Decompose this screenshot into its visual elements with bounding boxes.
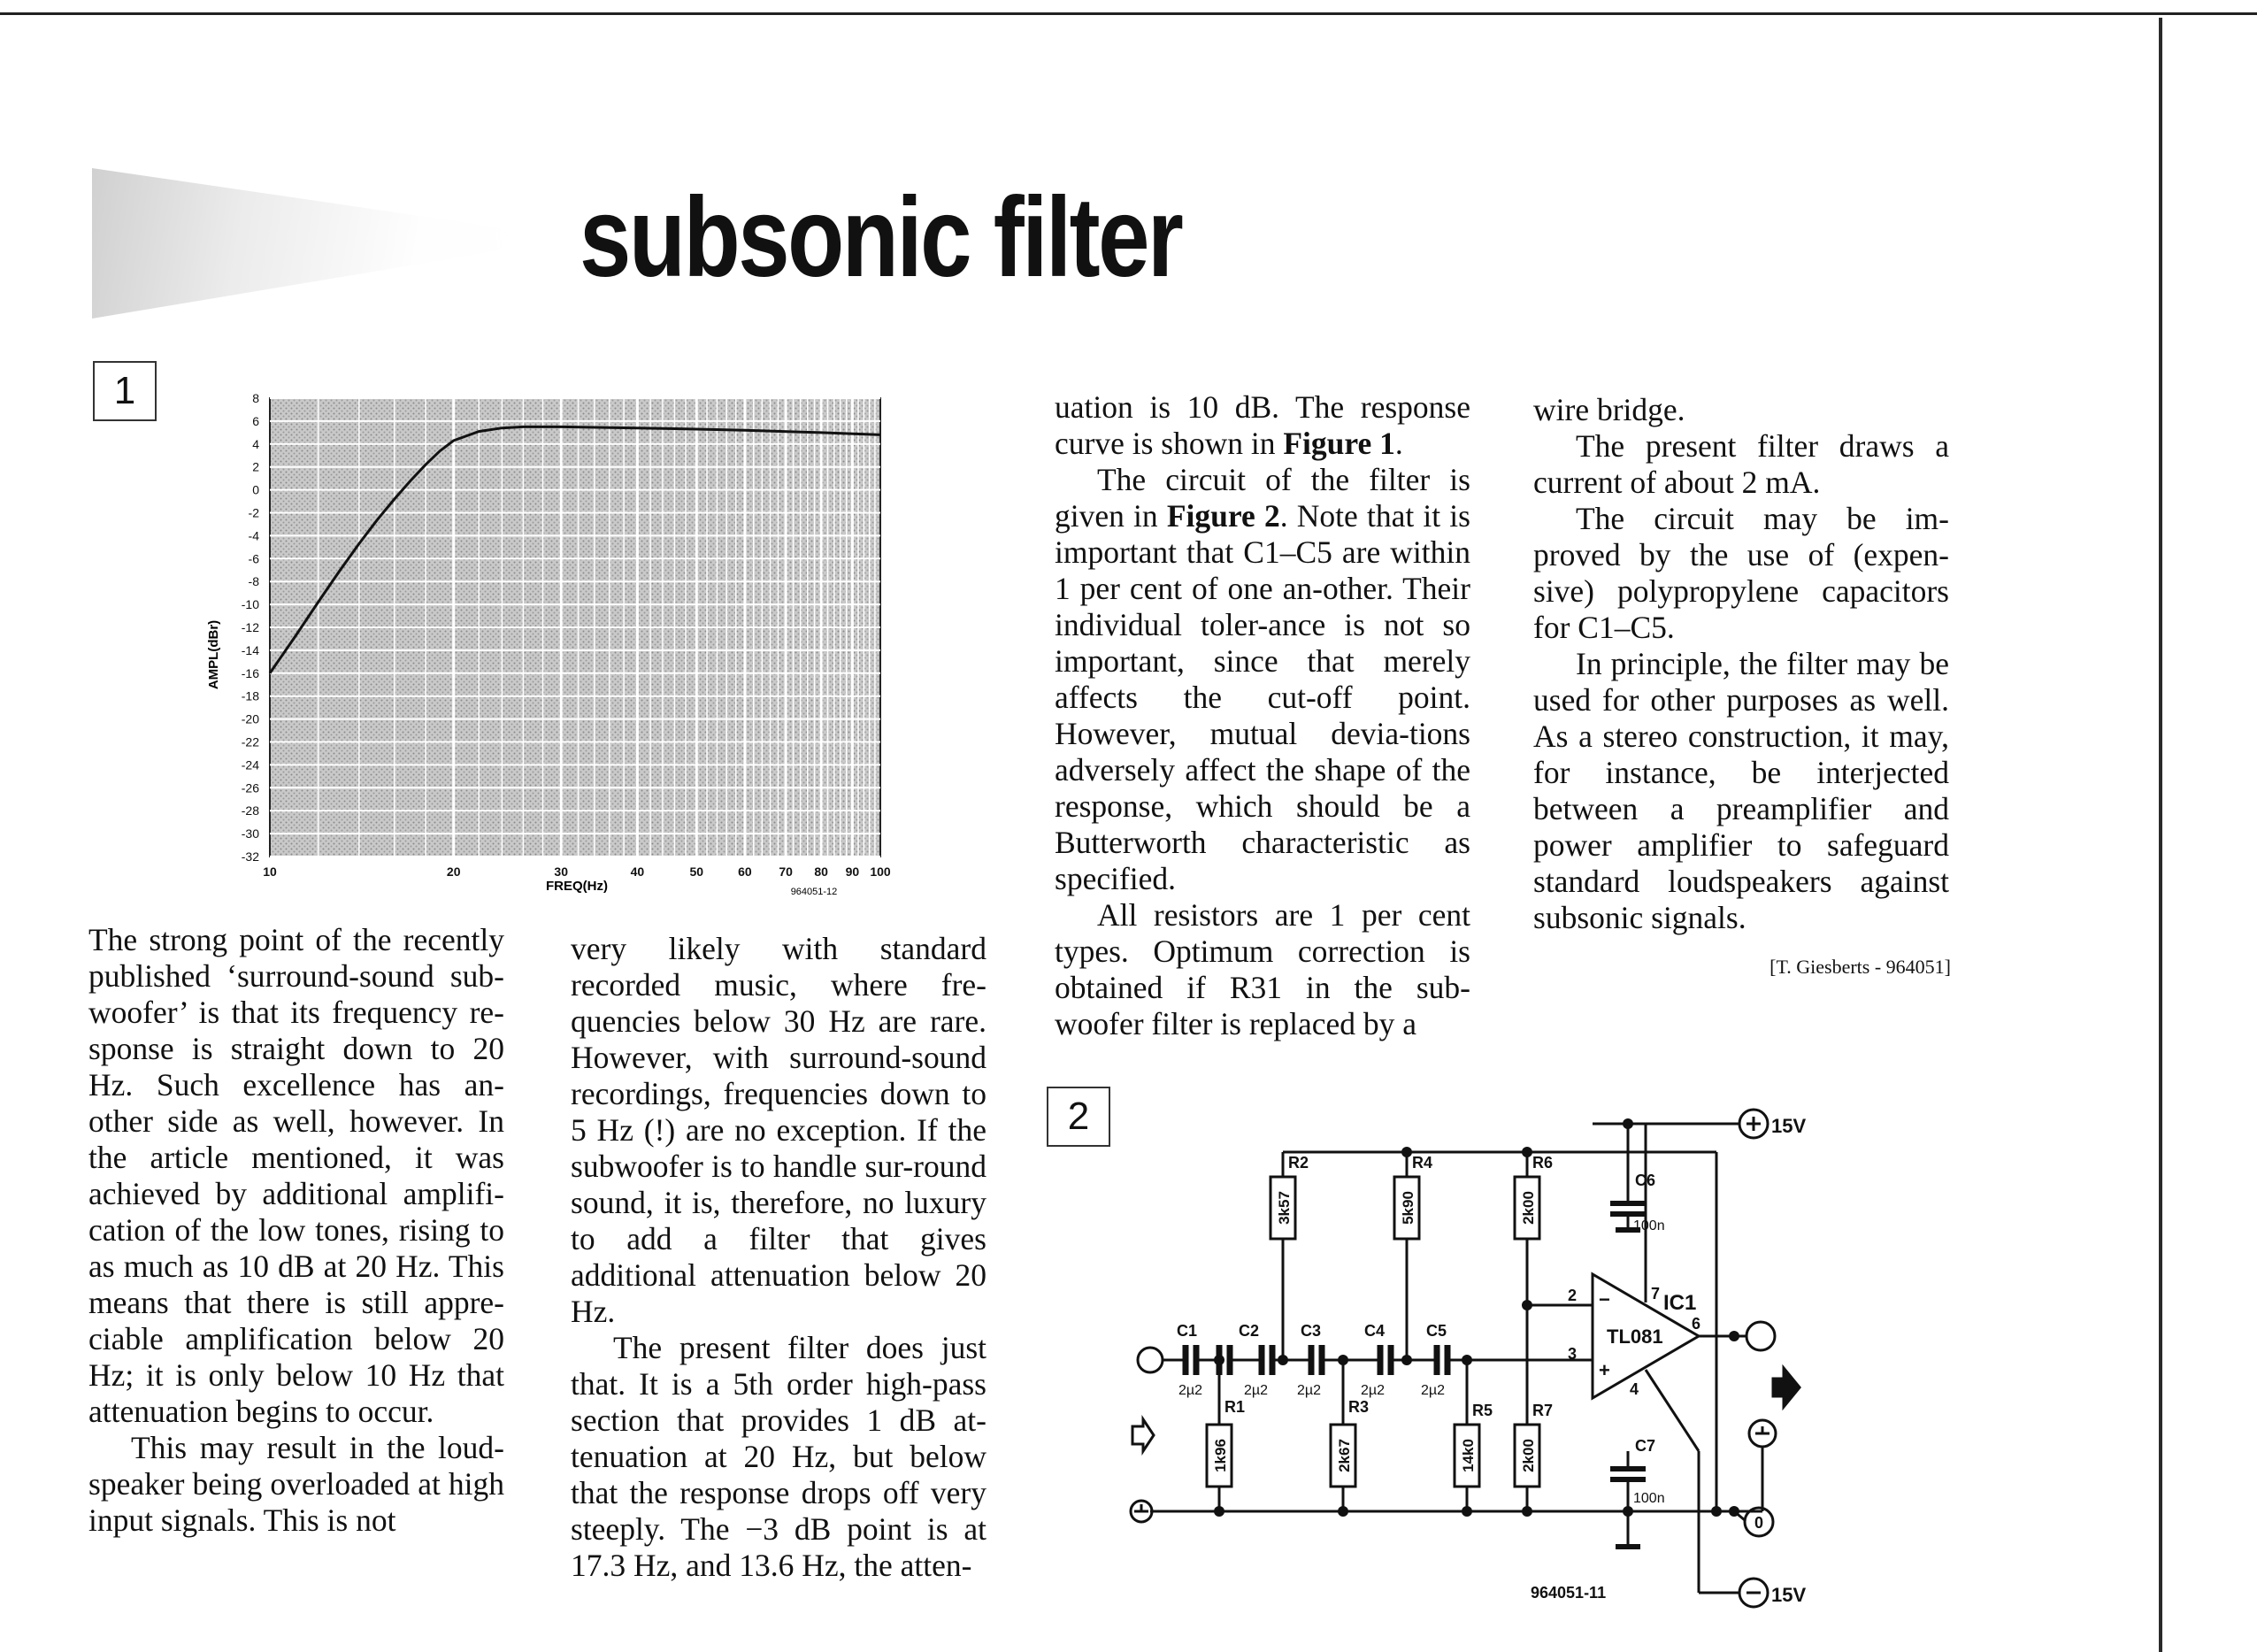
text-column-4 (1533, 392, 1949, 936)
chart-gridlines (270, 398, 880, 857)
figure-2-number: 2 (1047, 1087, 1110, 1147)
pin-4-label: 4 (1630, 1380, 1639, 1398)
text-column-3 (1055, 389, 1470, 1042)
paragraph (1055, 462, 1470, 897)
paragraph: The present filter draws a current of about 2 mA. (1533, 428, 1949, 500)
paragraph (1055, 389, 1470, 462)
pin-2-label: 2 (1568, 1287, 1578, 1304)
right-page-edge (2159, 18, 2162, 1652)
paragraph: The strong point of the recently published ‘surround-sound sub-woofer’ is that its frequency re-sponse is straight down to 20 Hz. Such excellence has an-other side as well, however. In the article mentioned, it was achieved by additional amplifi-cation of the low tones, rising to as much as 10 dB at 20 Hz. This means that there is still appre-ciable amplification below 20 Hz; it is only below 10 Hz that attenuation begins to occur. (88, 922, 504, 1429)
article-title: subsonic filter (580, 174, 1182, 301)
c5-label: C5 (1426, 1322, 1447, 1340)
x-tick-labels (263, 864, 891, 879)
y-tick-label: -4 (248, 528, 259, 543)
c7-value: 100n (1633, 1491, 1665, 1506)
y-tick-labels (242, 391, 259, 864)
y-tick-label: -2 (248, 505, 259, 520)
output-terminal (1746, 1322, 1775, 1350)
r6-label: R6 (1532, 1154, 1554, 1172)
paragraph: In principle, the filter may be used for other purposes as well. As a stereo construction, it may, for instance, be interjected between a preamplifier and power amplifier to safeguard standard loudspeakers against subsonic signals. (1533, 646, 1949, 935)
y-tick-label: -14 (241, 642, 259, 657)
x-tick-label: 10 (263, 864, 277, 879)
x-tick-label: 100 (870, 864, 891, 879)
x-tick-label: 70 (779, 864, 793, 879)
text-run: The circuit of the filter is given in (1055, 462, 1470, 534)
x-tick-label: 60 (738, 864, 752, 879)
y-tick-label: 2 (252, 459, 259, 474)
y-tick-label: -26 (241, 780, 259, 795)
author-credit: [T. Giesberts - 964051] (1770, 956, 1951, 978)
c3-value: 2µ2 (1297, 1383, 1322, 1398)
y-tick-label: -8 (248, 574, 259, 589)
frequency-response-chart (195, 380, 894, 903)
input-terminal (1138, 1348, 1163, 1372)
pin-3-label: 3 (1568, 1345, 1578, 1363)
output-arrow-icon (1773, 1368, 1800, 1407)
c6-label: C6 (1635, 1172, 1656, 1189)
r7-value: 2k00 (1520, 1439, 1537, 1472)
y-axis-label: AMPL(dBr) (206, 619, 221, 690)
y-tick-label: -30 (241, 826, 259, 841)
text-column-1 (88, 922, 504, 1539)
paragraph: wire bridge. (1533, 392, 1685, 427)
text-run: . (1394, 426, 1403, 461)
pin-6-label: 6 (1692, 1315, 1701, 1333)
neg-supply-label: 15V (1771, 1584, 1807, 1606)
c2-label: C2 (1239, 1322, 1260, 1340)
x-axis-label: FREQ(Hz) (546, 879, 608, 894)
paragraph: This may result in the loud-speaker being overloaded at high input signals. This is not (88, 1430, 504, 1538)
y-tick-label: -28 (241, 803, 259, 818)
circuit-schematic (1115, 1097, 1849, 1610)
figure-2-code: 964051-11 (1531, 1584, 1607, 1602)
y-tick-label: 8 (252, 391, 259, 405)
text-run: uation is 10 dB. The response curve is shown in (1055, 389, 1470, 461)
r1-label: R1 (1224, 1398, 1246, 1416)
c3-label: C3 (1301, 1322, 1322, 1340)
y-tick-label: -16 (241, 665, 259, 680)
decorative-arrow-graphic (92, 150, 517, 327)
r7-label: R7 (1532, 1402, 1554, 1419)
figure-ref: Figure 1 (1283, 426, 1395, 461)
r1-value: 1k96 (1212, 1439, 1229, 1472)
y-tick-label: -24 (241, 757, 259, 772)
y-tick-label: -12 (241, 620, 259, 634)
inverting-sign: − (1599, 1288, 1610, 1310)
y-tick-label: -10 (241, 597, 259, 612)
y-tick-label: -22 (241, 734, 259, 749)
c2-value: 2µ2 (1244, 1383, 1269, 1398)
r6-value: 2k00 (1520, 1191, 1537, 1225)
y-tick-label: -32 (241, 849, 259, 864)
paragraph: All resistors are 1 per cent types. Optimum correction is obtained if R31 in the sub-woofer filter is replaced by a (1055, 897, 1470, 1041)
x-tick-label: 30 (554, 864, 569, 879)
c1-value: 2µ2 (1178, 1383, 1203, 1398)
y-tick-label: -18 (241, 688, 259, 703)
r3-value: 2k67 (1336, 1439, 1353, 1472)
paragraph: The present filter does just that. It is a 5th order high-pass section that provides 1 dB at-tenuation at 20 Hz, but below that the response drops off very steeply. The −3 dB point is at 17.3 Hz, and 13.6 Hz, the atten- (571, 1330, 986, 1583)
top-rule (0, 12, 2257, 15)
x-tick-label: 40 (630, 864, 645, 879)
zero-label: 0 (1754, 1514, 1764, 1532)
x-tick-label: 90 (845, 864, 860, 879)
opamp-label: TL081 (1607, 1325, 1663, 1348)
r2-value: 3k57 (1276, 1191, 1293, 1225)
pin-7-label: 7 (1651, 1285, 1661, 1302)
y-tick-label: 0 (252, 482, 259, 497)
r2-label: R2 (1288, 1154, 1309, 1172)
c4-value: 2µ2 (1361, 1383, 1386, 1398)
c1-label: C1 (1177, 1322, 1198, 1340)
figure-1-code: 964051-12 (790, 887, 838, 897)
x-tick-label: 50 (689, 864, 704, 879)
r3-label: R3 (1348, 1398, 1370, 1416)
r5-label: R5 (1472, 1402, 1493, 1419)
c7-label: C7 (1635, 1437, 1656, 1455)
pos-supply-label: 15V (1771, 1115, 1807, 1137)
r4-value: 5k90 (1400, 1191, 1416, 1225)
c4-label: C4 (1364, 1322, 1386, 1340)
paragraph: very likely with standard recorded music, where fre-quencies below 30 Hz are rare. However, with surround-sound recordings, frequencies down to 5 Hz (!) are no exception. If the subwoofer is to handle sur-round sound, it is, therefore, no luxury to add a filter that gives additional attenuation below 20 Hz. (571, 931, 986, 1329)
y-tick-label: 4 (252, 436, 259, 451)
x-tick-label: 80 (814, 864, 828, 879)
figure-ref: Figure 2 (1166, 498, 1280, 534)
c5-value: 2µ2 (1421, 1383, 1446, 1398)
text-column-2 (571, 931, 986, 1584)
paragraph: The circuit may be im-proved by the use of (expen-sive) polypropylene capacitors for C1–C5. (1533, 501, 1949, 645)
y-tick-label: -20 (241, 711, 259, 726)
text-run: . Note that it is important that C1–C5 are within 1 per cent of one an-other. Their individual toler-ance is not so important, since that merely affects the cut-off point. However, mutual devia-tions adversely affect the shape of the response, which should be a Butterworth characteristic as specified. (1055, 498, 1470, 896)
input-arrow-icon (1132, 1419, 1154, 1451)
figure-1-number: 1 (93, 361, 157, 421)
r4-label: R4 (1412, 1154, 1433, 1172)
noninverting-sign: + (1599, 1359, 1610, 1381)
y-tick-label: -6 (248, 551, 259, 566)
r5-value: 14k0 (1460, 1439, 1477, 1472)
x-tick-label: 20 (446, 864, 461, 879)
c6-value: 100n (1633, 1218, 1665, 1233)
ic-label: IC1 (1663, 1291, 1697, 1315)
y-tick-label: 6 (252, 413, 259, 428)
